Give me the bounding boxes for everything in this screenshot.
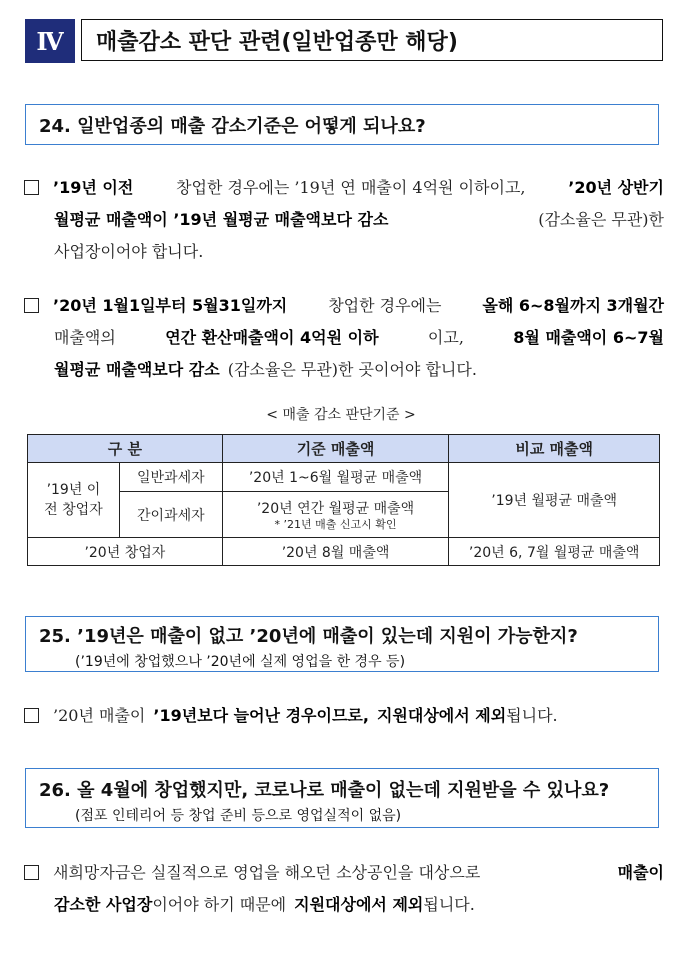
- table-caption: < 매출 감소 판단기준 >: [266, 407, 416, 423]
- table-header: 비교 매출액: [449, 435, 660, 463]
- table-cell: ’20년 8월 매출액: [222, 538, 449, 566]
- para-line: 감소한 사업장이어야 하기 때문에 지원대상에서 제외됩니다.: [54, 895, 475, 914]
- table-row: [28, 538, 660, 566]
- section-header: [25, 19, 663, 63]
- section-title: 매출감소 판단 관련(일반업종만 해당): [81, 19, 663, 61]
- question-24-box: [25, 104, 659, 145]
- table-cell: ’20년 6, 7월 월평균 매출액: [449, 538, 660, 566]
- table-note: * ’21년 매출 신고시 확인: [274, 517, 397, 531]
- question-26-subtext: (점포 인테리어 등 창업 준비 등으로 영업실적이 없음): [75, 808, 402, 824]
- question-25-box: [25, 616, 659, 672]
- checkbox-square-icon: [24, 180, 39, 195]
- question-26-box: [25, 768, 659, 828]
- table-header-row: [28, 435, 660, 463]
- para-line: ’20년 매출이 ’19년보다 늘어난 경우이므로, 지원대상에서 제외됩니다.: [24, 700, 664, 732]
- checkbox-square-icon: [24, 865, 39, 880]
- answer-25: [24, 700, 664, 732]
- table-header: 구 분: [28, 435, 223, 463]
- question-26: 26. 올 4월에 창업했지만, 코로나로 매출이 없는데 지원받을 수 있나요?: [39, 780, 610, 801]
- para-line: 매출액의 연간 환산매출액이 4억원 이하 이고, 8월 매출액이 6~7월: [54, 328, 664, 347]
- table-cell: 간이과세자: [119, 492, 222, 538]
- criteria-table: [27, 434, 660, 566]
- table-cell: ’19년 월평균 매출액: [449, 463, 660, 538]
- table-row: [28, 463, 660, 492]
- table-cell: ’20년 1~6월 월평균 매출액: [222, 463, 449, 492]
- section-number: Ⅳ: [25, 19, 75, 63]
- table-header: 기준 매출액: [222, 435, 449, 463]
- answer-26: [24, 857, 664, 921]
- table-cell-text: ’20년 연간 월평균 매출액: [256, 500, 415, 517]
- answer-24-paragraph-1: [24, 172, 664, 268]
- table-cell: ’20년 창업자: [28, 538, 223, 566]
- table-cell: ’19년 이전 창업자: [28, 463, 120, 538]
- answer-24-paragraph-2: [24, 290, 664, 386]
- checkbox-square-icon: [24, 298, 39, 313]
- table-cell: [222, 492, 449, 538]
- table-cell: 일반과세자: [119, 463, 222, 492]
- para-line: 월평균 매출액이 ’19년 월평균 매출액보다 감소 (감소율은 무관)한: [54, 210, 664, 229]
- para-line: ’20년 1월1일부터 5월31일까지 창업한 경우에는 올해 6~8월까지 3개월간: [24, 290, 664, 322]
- question-25-subtext: (’19년에 창업했으나 ’20년에 실제 영업을 한 경우 등): [75, 654, 406, 670]
- para-line: 월평균 매출액보다 감소 (감소율은 무관)한 곳이어야 합니다.: [54, 360, 477, 379]
- question-25: 25. ’19년은 매출이 없고 ’20년에 매출이 있는데 지원이 가능한지?: [39, 626, 578, 647]
- para-line: 새희망자금은 실질적으로 영업을 해오던 소상공인을 대상으로 매출이: [24, 857, 664, 889]
- para-line: ’19년 이전 창업한 경우에는 ’19년 연 매출이 4억원 이하이고, ’20년 상반기: [24, 172, 664, 204]
- question-24: 24. 일반업종의 매출 감소기준은 어떻게 되나요?: [39, 115, 426, 137]
- para-line: 사업장이어야 합니다.: [54, 242, 204, 261]
- checkbox-square-icon: [24, 708, 39, 723]
